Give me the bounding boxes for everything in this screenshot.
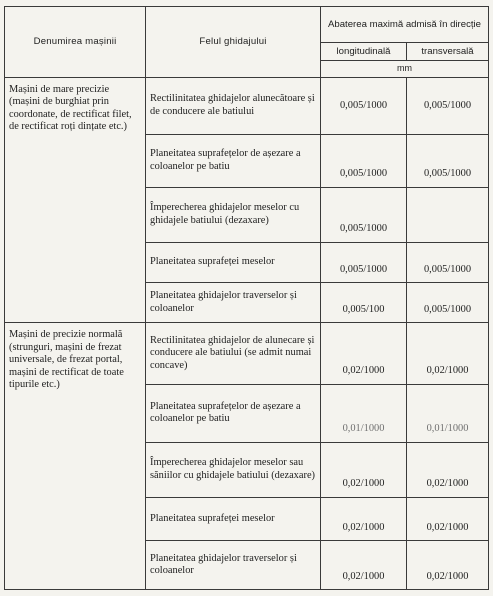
guide-cell: Planeitatea suprafețelor de așezare a coloanelor pe batiu	[146, 134, 321, 187]
longitudinal-value: 0,01/1000	[321, 384, 407, 442]
guide-cell: Rectilinitatea ghidajelor alunecătoare și de conducere ale batiului	[146, 77, 321, 134]
table-row	[5, 77, 489, 134]
header-transversal: transversală	[407, 42, 489, 60]
header-unit: mm	[321, 60, 489, 77]
header-max-deviation: Abaterea maximă admisă în direcție	[321, 7, 489, 43]
longitudinal-value: 0,005/1000	[321, 134, 407, 187]
transversal-value: 0,005/1000	[407, 283, 489, 323]
guide-cell: Planeitatea ghidajelor traverselor și coloanelor	[146, 541, 321, 590]
longitudinal-value: 0,005/1000	[321, 242, 407, 282]
transversal-value: 0,02/1000	[407, 541, 489, 590]
longitudinal-value: 0,005/100	[321, 283, 407, 323]
transversal-value: 0,02/1000	[407, 442, 489, 497]
transversal-value: 0,02/1000	[407, 323, 489, 384]
longitudinal-value: 0,02/1000	[321, 541, 407, 590]
longitudinal-value: 0,005/1000	[321, 187, 407, 242]
transversal-value: 0,02/1000	[407, 497, 489, 540]
guide-cell: Rectilinitatea ghidajelor de alunecare și conducere ale batiului (se admit numai concave)	[146, 323, 321, 384]
transversal-value: 0,005/1000	[407, 77, 489, 134]
longitudinal-value: 0,02/1000	[321, 323, 407, 384]
machine-class-cell: Mașini de precizie normală (strunguri, mașini de frezat universale, de frezat portal, mașini de rectificat de toate tipurile etc.)	[5, 323, 146, 590]
guide-cell: Planeitatea suprafeței meselor	[146, 242, 321, 282]
tolerance-table	[4, 6, 489, 590]
table-row	[5, 323, 489, 384]
guide-cell: Împerecherea ghidajelor meselor cu ghidajele batiului (dezaxare)	[146, 187, 321, 242]
header-longitudinal: longitudinală	[321, 42, 407, 60]
header-machine-name: Denumirea mașinii	[5, 7, 146, 78]
machine-class-cell: Mașini de mare precizie (mașini de burghiat prin coordonate, de rectificat filet, de rectificat roți dințate etc.)	[5, 77, 146, 323]
transversal-value: 0,005/1000	[407, 242, 489, 282]
longitudinal-value: 0,02/1000	[321, 497, 407, 540]
header-guide-type: Felul ghidajului	[146, 7, 321, 78]
transversal-value: 0,01/1000	[407, 384, 489, 442]
longitudinal-value: 0,005/1000	[321, 77, 407, 134]
guide-cell: Planeitatea suprafețelor de așezare a coloanelor pe batiu	[146, 384, 321, 442]
transversal-value	[407, 187, 489, 242]
transversal-value: 0,005/1000	[407, 134, 489, 187]
guide-cell: Planeitatea ghidajelor traverselor și coloanelor	[146, 283, 321, 323]
guide-cell: Împerecherea ghidajelor meselor sau săniilor cu ghidajele batiului (dezaxare)	[146, 442, 321, 497]
longitudinal-value: 0,02/1000	[321, 442, 407, 497]
header-row-1	[5, 7, 489, 43]
guide-cell: Planeitatea suprafeței meselor	[146, 497, 321, 540]
